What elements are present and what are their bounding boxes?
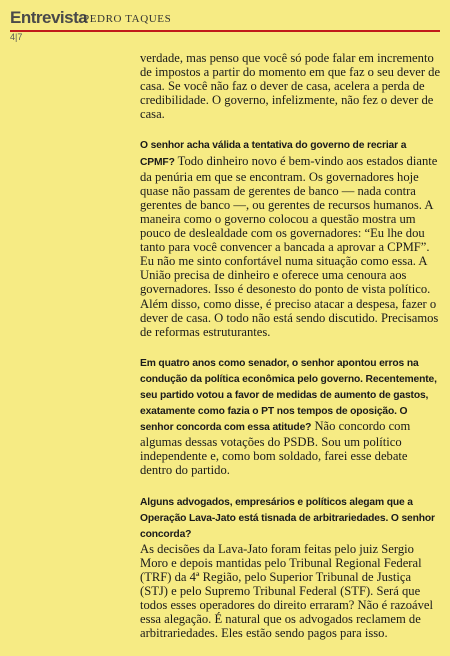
qa-block-3 [140,494,442,641]
intro-paragraph: verdade, mas penso que você só pode falar em incremento de impostos a partir do momento em que faz o seu dever de casa. Se você não faz o dever de casa, acelera a perda de credibilidade. O governo, infelizmente, não fez o dever de casa. [140,51,441,122]
qa-block-1 [140,137,442,338]
answer-1: Todo dinheiro novo é bem-vindo aos estados diante da penúria em que se encontram. Os governadores hoje quase não passam de gerentes de banco — nada contra gerentes de banco —, ou gerentes de recursos humanos. A maneira como o governo colocou a questão mostra um pouco de deslealdade com os governadores: “Eu lhe dou tanto para você convencer a bancada a aprovar a CPMF”. Eu não me sinto confortável numa situação como essa. A União precisa de dinheiro e oferece uma cenoura aos governadores. Isso é desonesto do ponto de vista político. Além disso, como disse, é preciso atacar a despesa, fazer o dever de casa. O todo não está sendo discutido. Precisamos de reformas estruturantes. [140,153,439,339]
interview-subject: PEDRO TAQUES [83,13,172,25]
page-number: 4|7 [10,32,23,42]
question-2: Em quatro anos como senador, o senhor apontou erros na condução da política econômica pelo governo. Recentemente, seu partido votou a favor de medidas de aumento de gastos, exatamente como fazia o PT nos tempos de oposição. O senhor concorda com essa atitude? [140,357,437,434]
page-header [10,6,440,42]
header-rule [10,30,440,32]
article-body [140,51,442,656]
answer-2: Não concordo com algumas dessas votações do PSDB. Sou um político independente e, como bom soldado, farei esse debate dentro do partido. [140,419,411,478]
section-label: Entrevista [10,8,88,27]
question-1: O senhor acha válida a tentativa do governo de recriar a CPMF? [140,140,407,168]
question-3: Alguns advogados, empresários e políticos alegam que a Operação Lava-Jato está tisnada de arbitrariedades. O senhor concorda? [140,496,435,540]
qa-block-2 [140,355,442,478]
answer-3: As decisões da Lava-Jato foram feitas pelo juiz Sergio Moro e depois mantidas pelo Tribunal Regional Federal (TRF) da 4ª Região, pelo Superior Tribunal de Justiça (STJ) e pelo Supremo Tribunal Federal (STF). Será que todos esses operadores do direito erraram? Não é razoável essa alegação. É natural que os advogados reclamem de arbitrariedades. Eles estão sendo pagos para isso. [140,541,434,641]
